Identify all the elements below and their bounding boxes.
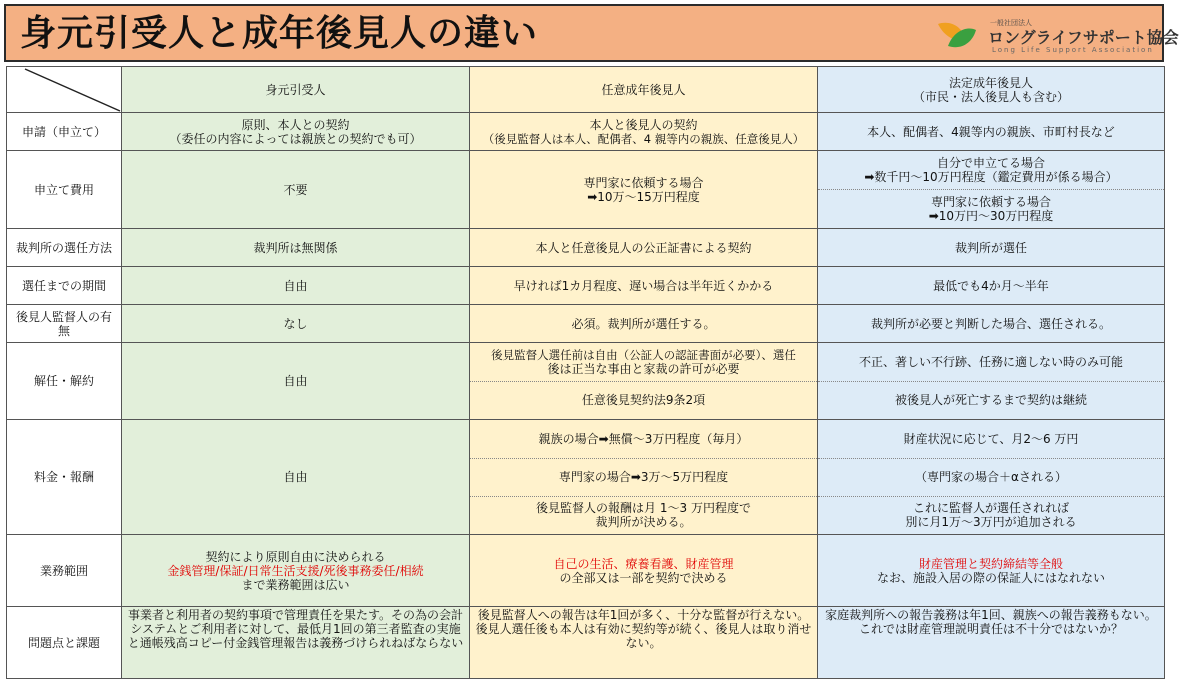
- sub-cell: [818, 190, 1164, 228]
- cell-period-legal: 最低でも4か月～半年: [818, 267, 1165, 305]
- cell-line: 本人と後見人の契約: [589, 117, 698, 132]
- sub-table: [470, 420, 817, 534]
- cell-dismissal-voluntary: [470, 343, 818, 420]
- table-row: [7, 607, 1165, 679]
- cell-supervisor-voluntary: 必須。裁判所が選任する。: [470, 305, 818, 343]
- header-bar: [4, 4, 1179, 62]
- cell-line: 原則、本人との契約: [241, 117, 350, 132]
- table-header-row: [7, 67, 1165, 113]
- cell-line: 別に月1万～3万円が追加される: [905, 515, 1077, 530]
- row-label-dismissal: 解任・解約: [7, 343, 122, 420]
- row-label-scope: 業務範囲: [7, 535, 122, 607]
- cell-line: まで業務範囲は広い: [241, 577, 350, 592]
- sub-cell: [818, 152, 1164, 190]
- cell-issues-voluntary: 後見監督人への報告は年1回が多く、十分な監督が行えない。後見人選任後も本人は有効に契約等が続く、後見人は取り消せない。: [470, 607, 818, 679]
- cell-fee-voluntary: [470, 420, 818, 535]
- cell-line: 契約により原則自由に決められる: [205, 549, 386, 564]
- cell-application-voluntary: [470, 113, 818, 151]
- leaf-logo-icon: [936, 16, 978, 56]
- cell-line: これに監督人が選任されれば: [912, 501, 1069, 516]
- cell-cost-legal: [818, 151, 1165, 229]
- sub-cell: 不正、著しい不行跡、任務に適しない時のみ可能: [858, 354, 1123, 369]
- cell-line: なお、施設入居の際の保証人にはなれない: [876, 570, 1105, 585]
- sub-table: [818, 420, 1164, 534]
- table-row: [7, 535, 1165, 607]
- cell-issues-guarantor: 事業者と利用者の契約事項で管理責任を果たす。その為の会計システムとご利用者に対して、最低月1回の第三者監査の実施と通帳残高コピー付金銭管理報告は義務づけられねばならない: [122, 607, 470, 679]
- cell-selection-voluntary: 本人と任意後見人の公正証書による契約: [470, 229, 818, 267]
- logo-english: Long Life Support Association: [992, 46, 1154, 54]
- column-header-voluntary-guardian: 任意成年後見人: [470, 67, 818, 113]
- table-row: [7, 420, 1165, 535]
- cell-cost-guarantor: 不要: [122, 151, 470, 229]
- table-row: [7, 267, 1165, 305]
- cell-issues-legal: 家庭裁判所への報告義務は年1回、親族への報告義務もない。これでは財産管理説明責任は不十分ではないか？: [818, 607, 1165, 679]
- sub-cell: [818, 496, 1164, 534]
- column-header-guarantor: 身元引受人: [122, 67, 470, 113]
- sub-cell: 任意後見契約法9条2項: [470, 381, 817, 419]
- row-label-supervisor: 後見人監督人の有無: [7, 305, 122, 343]
- highlight-text: 金銭管理/保証/日常生活支援/死後事務委任/相続: [167, 563, 424, 578]
- cell-dismissal-guarantor: 自由: [122, 343, 470, 420]
- logo-name: ロングライフサポート協会: [988, 28, 1179, 47]
- row-label-fee: 料金・報酬: [7, 420, 122, 535]
- cell-scope-guarantor: [122, 535, 470, 607]
- row-label-application: 申請（申立て）: [7, 113, 122, 151]
- sub-cell: （専門家の場合＋αされる）: [818, 458, 1164, 496]
- table-row: [7, 343, 1165, 420]
- cell-line: 後見監督人選任前は自由（公証人の認証書面が必要）、選任: [491, 347, 796, 362]
- logo: [936, 16, 1179, 56]
- cell-application-guarantor: [122, 113, 470, 151]
- sub-table: [818, 152, 1164, 228]
- cell-period-voluntary: 早ければ1カ月程度、遅い場合は半年近くかかる: [470, 267, 818, 305]
- column-header-legal-guardian-line2: （市民・法人後見人も含む）: [912, 89, 1069, 104]
- sub-cell: [470, 496, 817, 534]
- cell-cost-voluntary: [470, 151, 818, 229]
- cell-line: ➡10万円～30万円程度: [928, 208, 1054, 223]
- logo-small-text: 一般社団法人: [990, 19, 1032, 27]
- cell-line: ➡10万～15万円程度: [587, 189, 700, 204]
- sub-table: [470, 343, 817, 419]
- cell-dismissal-legal: [818, 343, 1165, 420]
- sub-cell: [470, 343, 817, 381]
- cell-fee-guarantor: 自由: [122, 420, 470, 535]
- cell-line: ➡数千円～10万円程度（鑑定費用が係る場合）: [864, 170, 1118, 185]
- cell-line: （委任の内容によっては親族との契約でも可）: [169, 131, 422, 146]
- cell-line: 後は正当な事由と家裁の許可が必要: [547, 361, 740, 376]
- table-row: [7, 113, 1165, 151]
- cell-fee-legal: [818, 420, 1165, 535]
- cell-supervisor-guarantor: なし: [122, 305, 470, 343]
- sub-table: [818, 343, 1164, 419]
- table-row: [7, 151, 1165, 229]
- cell-line: 裁判所が決める。: [595, 515, 692, 530]
- cell-line: 専門家に依頼する場合: [583, 175, 704, 190]
- cell-scope-legal: [818, 535, 1165, 607]
- cell-selection-legal: 裁判所が選任: [818, 229, 1165, 267]
- sub-cell: 財産状況に応じて、月2～6 万円: [903, 431, 1079, 446]
- cell-selection-guarantor: 裁判所は無関係: [122, 229, 470, 267]
- sub-cell: 被後見人が死亡するまで契約は継続: [818, 381, 1164, 419]
- cell-line: 専門家に依頼する場合: [930, 194, 1051, 209]
- cell-application-legal: 本人、配偶者、4親等内の親族、市町村長など: [818, 113, 1165, 151]
- comparison-table: [6, 66, 1165, 679]
- highlight-text: 財産管理と契約締結等全般: [918, 556, 1063, 571]
- row-label-selection-method: 裁判所の選任方法: [7, 229, 122, 267]
- highlight-text: 自己の生活、療養看護、財産管理: [553, 556, 734, 571]
- row-label-issues: 問題点と課題: [7, 607, 122, 679]
- page-title: 身元引受人と成年後見人の違い: [20, 13, 539, 54]
- cell-line: 後見監督人の報酬は月 1～3 万円程度で: [536, 501, 751, 516]
- row-label-cost: 申立て費用: [7, 151, 122, 229]
- cell-period-guarantor: 自由: [122, 267, 470, 305]
- column-header-legal-guardian: [818, 67, 1165, 113]
- table-row: [7, 305, 1165, 343]
- cell-scope-voluntary: [470, 535, 818, 607]
- cell-line: （後見監督人は本人、配偶者、4 親等内の親族、任意後見人）: [482, 131, 805, 146]
- column-header-legal-guardian-line1: 法定成年後見人: [948, 75, 1033, 90]
- diagonal-line: [7, 67, 122, 113]
- corner-cell: [7, 67, 122, 113]
- cell-line: 自分で申立てる場合: [936, 156, 1045, 171]
- table-row: [7, 229, 1165, 267]
- sub-cell: 親族の場合➡無償～3万円程度（毎月）: [538, 431, 749, 446]
- row-label-period: 選任までの期間: [7, 267, 122, 305]
- sub-cell: 専門家の場合➡3万～5万円程度: [470, 458, 817, 496]
- cell-line: の全部又は一部を契約で決める: [559, 570, 728, 585]
- cell-supervisor-legal: 裁判所が必要と判断した場合、選任される。: [818, 305, 1165, 343]
